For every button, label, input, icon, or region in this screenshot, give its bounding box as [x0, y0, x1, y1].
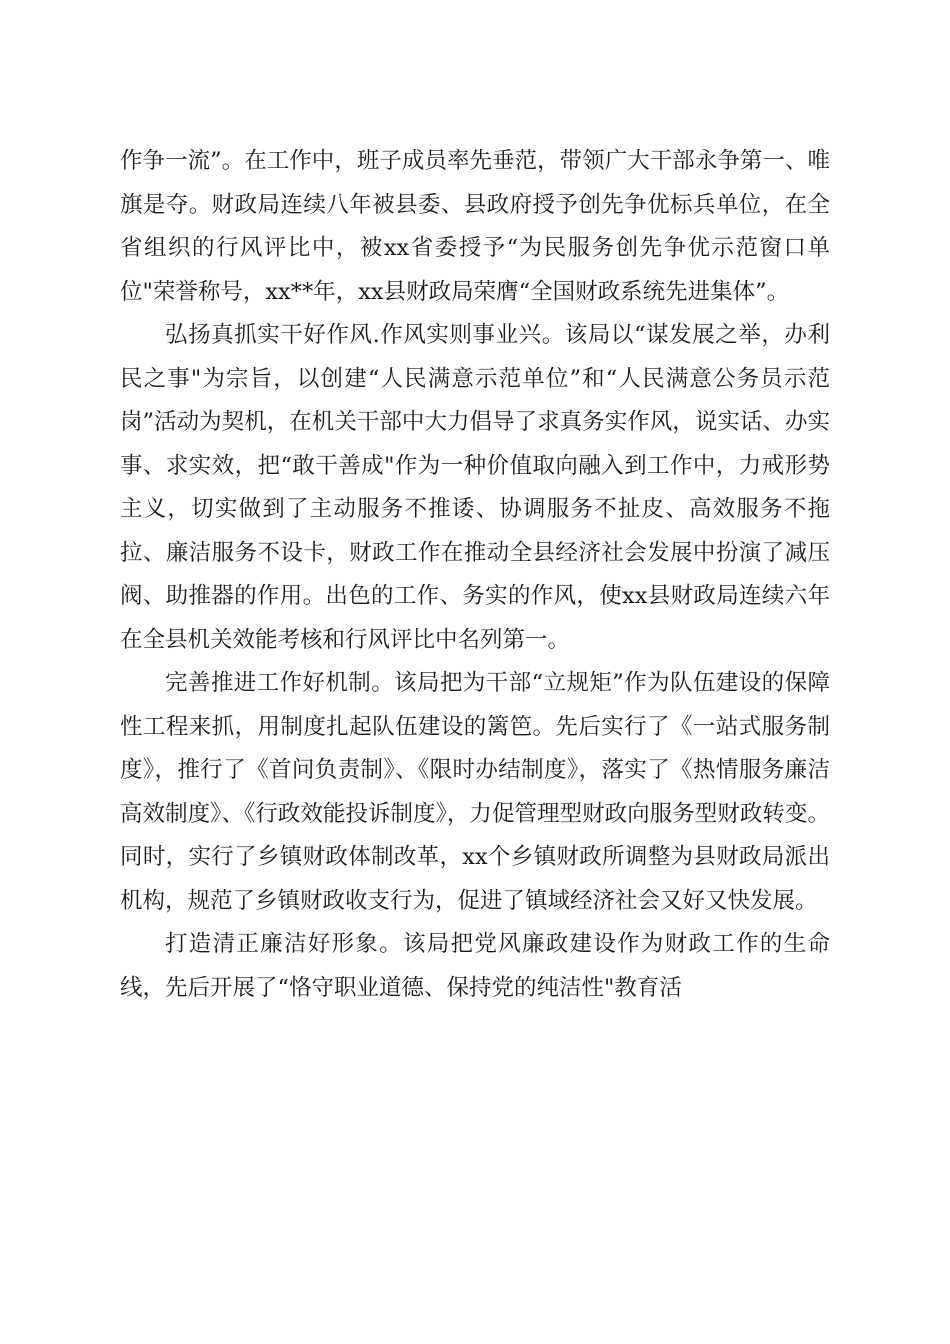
paragraph-continued-intro: 作争一流”。在工作中，班子成员率先垂范，带领广大干部永争第一、唯旗是夺。财政局连续八年被县委、县政府授予创先争优标兵单位，在全省组织的行风评比中，被xx省委授予“为民服务创先争优示范窗口单位"荣誉称号，xx**年，xx县财政局荣膺“全国财政系统先进集体”。: [120, 148, 830, 305]
paragraph-work-mechanism: 完善推进工作好机制。该局把为干部“立规矩”作为队伍建设的保障性工程来抓，用制度扎起队伍建设的篱笆。先后实行了《一站式服务制度》，推行了《首问负责制》、《限时办结制度》，落实了《热情服务廉洁高效制度》、《行政效能投诉制度》，力促管理型财政向服务型财政转变。同时，实行了乡镇财政体制改革，xx个乡镇财政所调整为县财政局派出机构，规范了乡镇财政收支行为，促进了镇域经济社会又好又快发展。: [120, 670, 830, 914]
document-body: [120, 140, 830, 1010]
paragraph-work-style: 弘扬真抓实干好作风.作风实则事业兴。该局以“谋发展之举，办利民之事"为宗旨，以创建“人民满意示范单位”和“人民满意公务员示范岗”活动为契机，在机关干部中大力倡导了求真务实作风，说实话、办实事、求实效，把“敢干善成"作为一种价值取向融入到工作中，力戒形势主义，切实做到了主动服务不推诿、协调服务不扯皮、高效服务不拖拉、廉洁服务不设卡，财政工作在推动全县经济社会发展中扮演了减压阀、助推器的作用。出色的工作、务实的作风，使xx县财政局连续六年在全县机关效能考核和行风评比中名列第一。: [120, 322, 830, 653]
paragraph-clean-image: 打造清正廉洁好形象。该局把党风廉政建设作为财政工作的生命线，先后开展了“恪守职业道德、保持党的纯洁性"教育活: [120, 931, 830, 1001]
